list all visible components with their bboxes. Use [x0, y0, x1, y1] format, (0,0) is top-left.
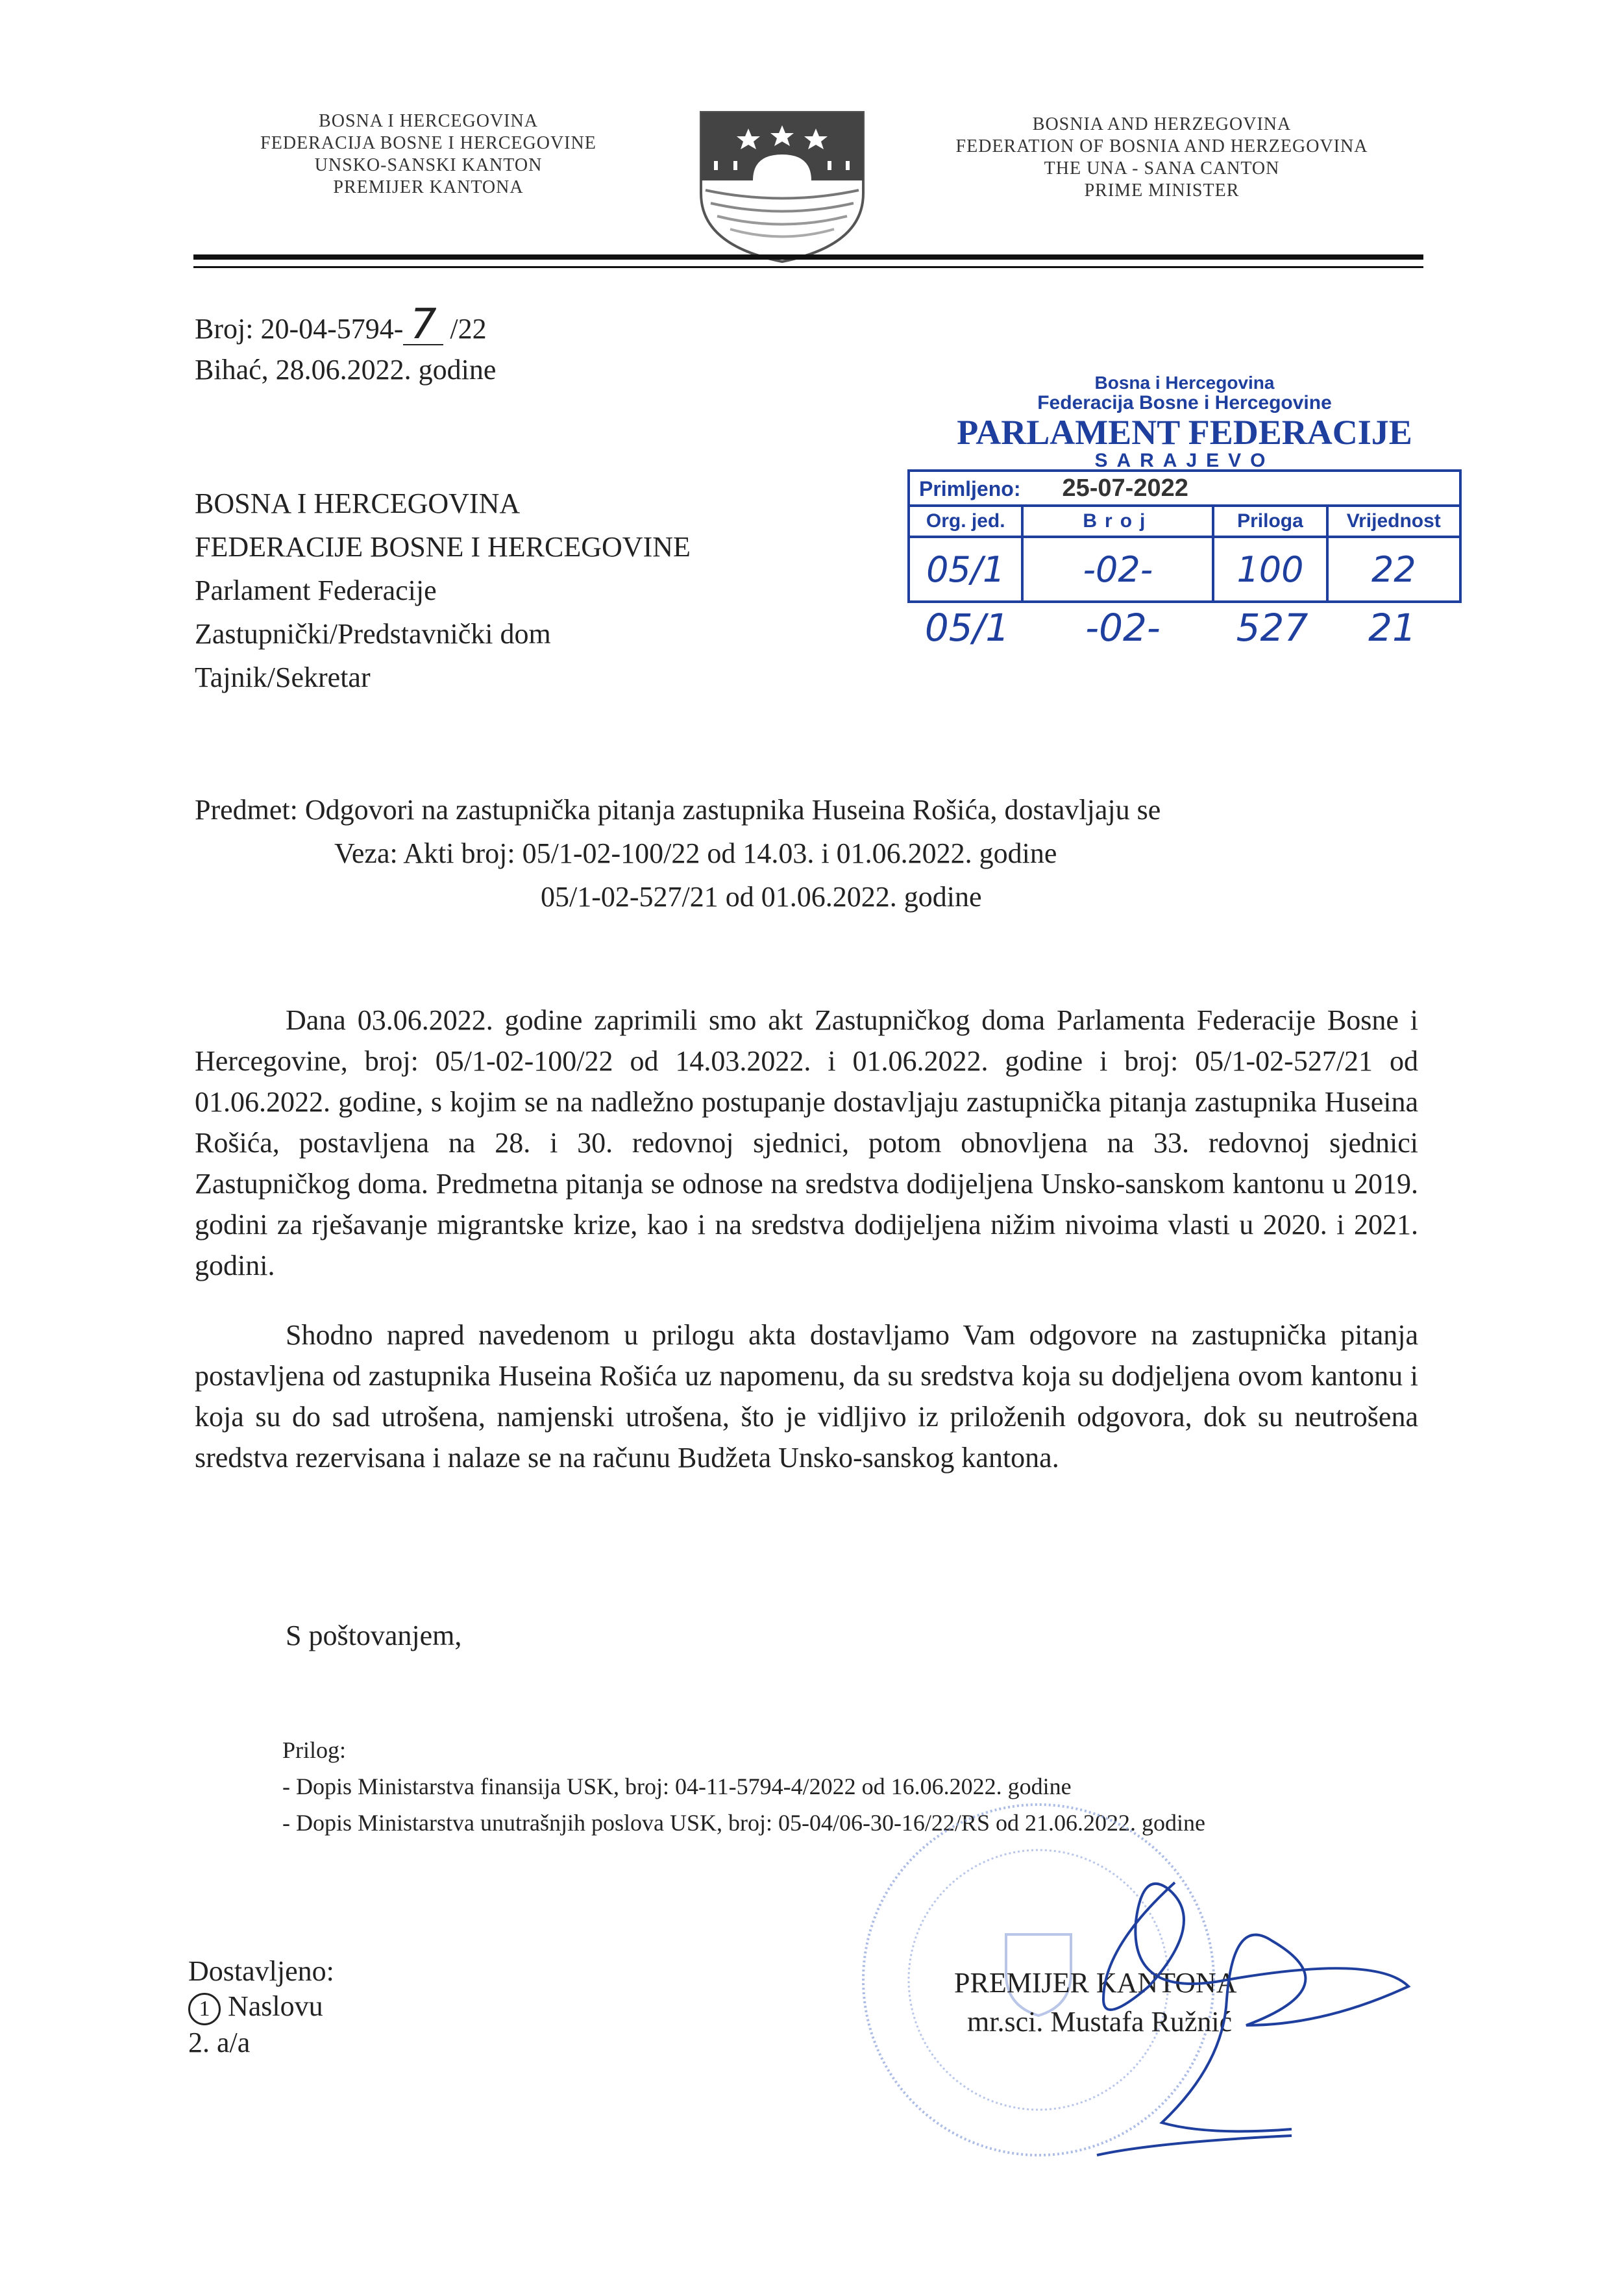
header-left	[195, 110, 662, 199]
coat-of-arms-logo	[698, 109, 866, 265]
circled-number: 1	[188, 1993, 221, 2025]
delivered-item-1	[188, 1989, 334, 2025]
attachment-item: - Dopis Ministarstva unutrašnjih poslova USK, broj: 05-04/06-30-16/22/RS od 21.06.2022. godine	[282, 1810, 1205, 1836]
stamp-line2: Federacija Bosne i Hercegovine	[1037, 392, 1332, 414]
header-right-line: BOSNIA AND HERZEGOVINA	[1032, 114, 1292, 134]
delivered-item-text: Naslovu	[228, 1990, 323, 2022]
header-left-line: PREMIJER KANTONA	[333, 177, 524, 197]
body-paragraph-1: Dana 03.06.2022. godine zaprimili smo akt Zastupničkog doma Parlamenta Federacije Bosne i Hercegovine, broj: 05/1-02-100/22 od 14.03.2022. i 01.06.2022. godine i broj: 05/1-02-527/21 od 01.06.2022. godine, s kojim se na nadležno postupanje dostavljaju zastupnička pitanja zastupnika Huseina Rošića, postavljena na 28. i 30. redovnoj sjednici, potom obnovljena na 33. redovnoj sjednici Zastupničkog doma. Predmetna pitanja se odnose na sredstva dodijeljena Unsko-sanskom kantonu u 2019. godini za rješavanje migrantske krize, kao i na sredstva dodijeljena nižim nivoima vlasti u 2020. i 2021. godini.	[195, 1004, 1418, 1281]
header-left-line: UNSKO-SANSKI KANTON	[314, 155, 543, 175]
broj-prefix: Broj: 20-04-5794-	[195, 313, 404, 345]
stamp-row2-org: 05/1	[924, 606, 1010, 650]
received-date: 25-07-2022	[1062, 474, 1188, 502]
broj-handwritten: 7	[403, 305, 443, 345]
subject-veza2: 05/1-02-527/21 od 01.06.2022. godine	[541, 881, 982, 913]
stamp-row2-broj: -02-	[1085, 606, 1161, 650]
signature-name: mr.sci. Mustafa Ružnić	[967, 2006, 1233, 2038]
stamp-city: SARAJEVO	[1094, 450, 1275, 471]
stamp-line1: Bosna i Hercegovina	[1094, 373, 1275, 393]
stamp-row1-org: 05/1	[909, 537, 1022, 602]
delivered-label: Dostavljeno:	[188, 1955, 334, 1987]
stamp-received-row	[909, 471, 1460, 506]
header-right	[902, 114, 1421, 202]
reference-number	[195, 301, 487, 349]
body-paragraph-2: Shodno napred navedenom u prilogu akta dostavljamo Vam odgovore na zastupnička pitanja postavljena od zastupnika Huseina Rošića uz napomenu, da su sredstva koja su dodjeljena ovom kantonu i koja su do sad utrošena, namjenski utrošena, što je vidljivo iz priloženih odgovora, dok su neutrošena sredstva rezervisana i nalaze se na računu Budžeta Unsko-sanskog kantona.	[195, 1319, 1418, 1474]
stamp-row2-vrijednost: 21	[1368, 606, 1416, 650]
delivered-item-2: 2. a/a	[188, 2026, 251, 2058]
recipient-line: Tajnik/Sekretar	[195, 661, 371, 693]
header-right-line: FEDERATION OF BOSNIA AND HERZEGOVINA	[955, 136, 1368, 156]
header-divider-thin	[193, 266, 1423, 268]
recipient-line: BOSNA I HERCEGOVINA	[195, 488, 521, 519]
stamp-col-vrijednost: Vrijednost	[1327, 506, 1460, 537]
recipient-line: Parlament Federacije	[195, 574, 437, 606]
recipient-line: Zastupnički/Predstavnički dom	[195, 618, 551, 650]
subject-predmet: Predmet: Odgovori na zastupnička pitanja zastupnika Huseina Rošića, dostavljaju se	[195, 794, 1161, 826]
attachment-item: - Dopis Ministarstva finansija USK, broj: 04-11-5794-4/2022 od 16.06.2022. godine	[282, 1773, 1072, 1799]
place-date: Bihać, 28.06.2022. godine	[195, 354, 497, 386]
broj-suffix: /22	[450, 313, 487, 345]
stamp-row1-priloga: 100	[1213, 537, 1327, 602]
header-divider-thick	[193, 254, 1423, 260]
recipient-line: FEDERACIJE BOSNE I HERCEGOVINE	[195, 531, 691, 563]
attachments-label: Prilog:	[282, 1737, 347, 1763]
stamp-row2-handwritten	[905, 606, 1464, 650]
header-right-line: PRIME MINISTER	[1084, 180, 1240, 201]
stamp-table	[907, 469, 1462, 603]
delivered-block	[188, 1954, 334, 2060]
header-left-line: FEDERACIJA BOSNE I HERCEGOVINE	[260, 133, 596, 153]
signature-title: PREMIJER KANTONA	[954, 1967, 1237, 1999]
stamp-col-org: Org. jed.	[909, 506, 1022, 537]
stamp-col-broj: Broj	[1022, 506, 1213, 537]
stamp-col-priloga: Priloga	[1213, 506, 1327, 537]
stamp-row1-broj: -02-	[1022, 537, 1213, 602]
stamp-row1-vrijednost: 22	[1327, 537, 1460, 602]
subject-veza1: Veza: Akti broj: 05/1-02-100/22 od 14.03. i 01.06.2022. godine	[334, 837, 1057, 869]
parliament-stamp	[905, 373, 1464, 650]
stamp-row2-priloga: 527	[1236, 606, 1309, 650]
handwritten-signature	[1013, 1831, 1434, 2168]
received-label: Primljeno:	[919, 476, 1021, 500]
header-right-line: THE UNA - SANA CANTON	[1044, 158, 1280, 179]
recipient-block	[195, 482, 691, 699]
stamp-title: PARLAMENT FEDERACIJE	[957, 413, 1412, 452]
header-left-line: BOSNA I HERCEGOVINA	[319, 111, 538, 131]
closing: S poštovanjem,	[286, 1620, 462, 1651]
